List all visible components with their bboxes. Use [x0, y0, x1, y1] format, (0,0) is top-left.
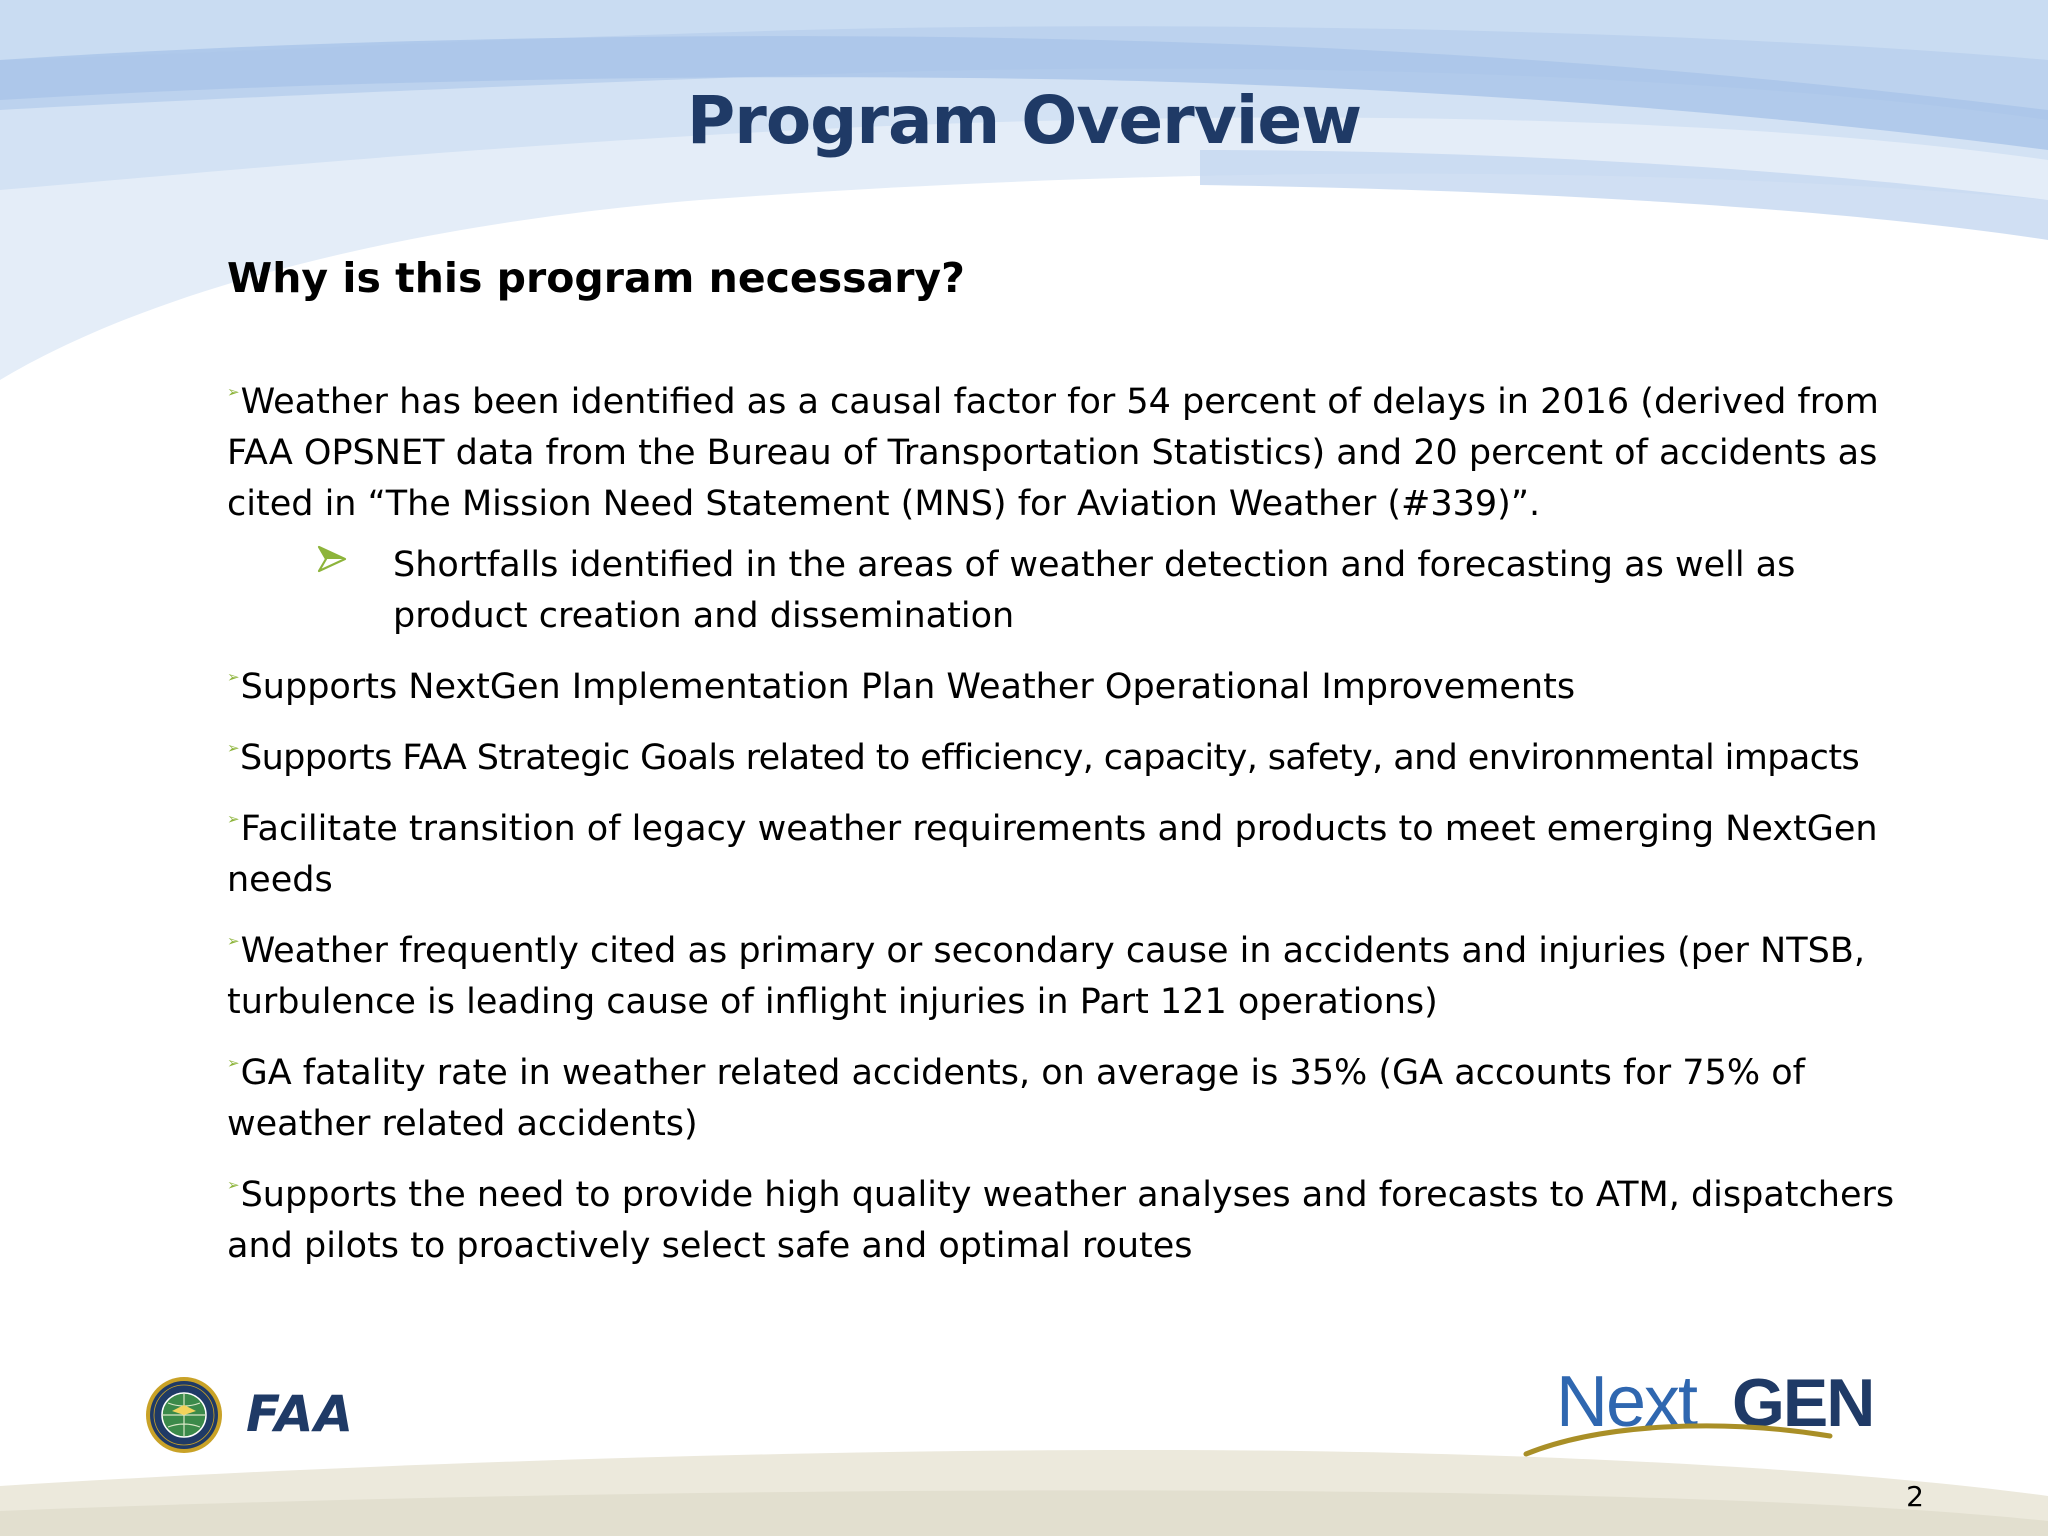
- arrow-bullet-icon: ➢: [227, 1054, 240, 1072]
- bullet-text: Supports the need to provide high quality weather analyses and forecasts to ATM, dispatchers and pilots to proactively select safe and optimal routes: [227, 1175, 1895, 1266]
- arrow-bullet-icon: ➢: [227, 383, 240, 401]
- bullet-item: [227, 1038, 1927, 1150]
- bullet-text: Weather has been identified as a causal factor for 54 percent of delays in 2016 (derived from FAA OPSNET data from the Bureau of Transportation Statistics) and 20 percent of accidents as cited in “The Mission Need Statement (MNS) for Aviation Weather (#339)”.: [227, 382, 1879, 524]
- header-wave-background: [0, 0, 2048, 400]
- faa-seal-logo: [144, 1375, 224, 1455]
- bullet-list: [227, 367, 1927, 1282]
- arrow-bullet-icon: ➢: [227, 1176, 240, 1194]
- slide-title: Program Overview: [686, 82, 1362, 159]
- bullet-text: GA fatality rate in weather related accidents, on average is 35% (GA accounts for 75% of weather related accidents): [227, 1053, 1805, 1144]
- nextgen-next-text: Next: [1556, 1362, 1697, 1442]
- bullet-text: Supports NextGen Implementation Plan Weather Operational Improvements: [240, 667, 1576, 707]
- bullet-item: [227, 916, 1927, 1028]
- arrow-bullet-icon: ➢: [227, 739, 239, 757]
- arrow-bullet-icon: [317, 544, 347, 574]
- bullet-item: [227, 1160, 1927, 1272]
- sub-bullet-text: Shortfalls identified in the areas of weather detection and forecasting as well as product creation and dissemination: [393, 545, 1796, 636]
- nextgen-gen-text: GEN: [1732, 1365, 1874, 1441]
- bullet-item: [227, 367, 1927, 530]
- bullet-item: [227, 794, 1927, 906]
- arrow-bullet-icon: ➢: [227, 668, 240, 686]
- arrow-bullet-icon: ➢: [227, 810, 240, 828]
- nextgen-logo: [1520, 1362, 1910, 1467]
- page-number: 2: [1906, 1480, 1924, 1513]
- bullet-text: Weather frequently cited as primary or secondary cause in accidents and injuries (per NTSB, turbulence is leading cause of inflight injuries in Part 121 operations): [227, 931, 1865, 1022]
- sub-bullet-item: [227, 540, 1927, 642]
- faa-wordmark: FAA: [246, 1385, 355, 1443]
- arrow-bullet-icon: ➢: [227, 932, 240, 950]
- bullet-item: [227, 652, 1927, 713]
- bullet-text: Supports FAA Strategic Goals related to efficiency, capacity, safety, and environmental impacts: [239, 738, 1860, 778]
- bullet-text: Facilitate transition of legacy weather requirements and products to meet emerging NextGen needs: [227, 809, 1878, 900]
- slide-subtitle: Why is this program necessary?: [227, 254, 965, 302]
- bullet-item: [227, 723, 1927, 784]
